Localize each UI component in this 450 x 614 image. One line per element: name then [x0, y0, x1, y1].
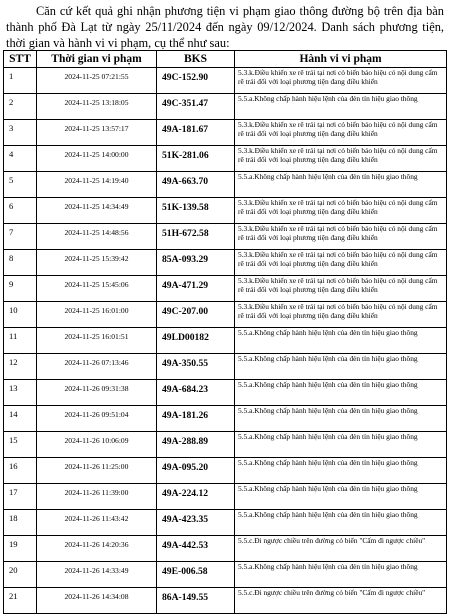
violations-table — [3, 50, 447, 614]
row-time: 2024-11-25 16:01:51 — [37, 328, 157, 354]
row-plate: 49C-152.90 — [157, 68, 235, 94]
row-time: 2024-11-25 16:01:00 — [37, 302, 157, 328]
intro-paragraph — [6, 3, 444, 51]
header-stt: STT — [4, 51, 37, 68]
row-stt: 5 — [4, 172, 37, 198]
row-violation: 5.3.k.Điều khiển xe rẽ trái tại nơi có biển báo hiệu có nội dung cấm rẽ trái đối với loại phương tiện đang điều khiển — [235, 250, 447, 276]
row-stt: 13 — [4, 380, 37, 406]
table-row — [4, 250, 447, 276]
row-violation: 5.5.a.Không chấp hành hiệu lệnh của đèn tín hiệu giao thông — [235, 94, 447, 120]
row-violation: 5.3.k.Điều khiển xe rẽ trái tại nơi có biển báo hiệu có nội dung cấm rẽ trái đối với loại phương tiện đang điều khiển — [235, 146, 447, 172]
table-body — [4, 68, 447, 614]
header-time: Thời gian vi phạm — [37, 51, 157, 68]
row-violation: 5.3.k.Điều khiển xe rẽ trái tại nơi có biển báo hiệu có nội dung cấm rẽ trái đối với loại phương tiện đang điều khiển — [235, 276, 447, 302]
table-row — [4, 120, 447, 146]
row-stt: 15 — [4, 432, 37, 458]
row-violation: 5.3.k.Điều khiển xe rẽ trái tại nơi có biển báo hiệu có nội dung cấm rẽ trái đối với loại phương tiện đang điều khiển — [235, 120, 447, 146]
row-violation: 5.5.a.Không chấp hành hiệu lệnh của đèn tín hiệu giao thông — [235, 172, 447, 198]
row-time: 2024-11-26 14:34:08 — [37, 588, 157, 614]
row-violation: 5.5.a.Không chấp hành hiệu lệnh của đèn tín hiệu giao thông — [235, 328, 447, 354]
row-stt: 11 — [4, 328, 37, 354]
row-time: 2024-11-25 15:45:06 — [37, 276, 157, 302]
row-violation: 5.5.a.Không chấp hành hiệu lệnh của đèn tín hiệu giao thông — [235, 562, 447, 588]
row-time: 2024-11-26 14:33:49 — [37, 562, 157, 588]
row-plate: 51H-672.58 — [157, 224, 235, 250]
row-plate: 49A-423.35 — [157, 510, 235, 536]
row-time: 2024-11-25 14:00:00 — [37, 146, 157, 172]
row-time: 2024-11-26 14:20:36 — [37, 536, 157, 562]
row-stt: 12 — [4, 354, 37, 380]
table-row — [4, 224, 447, 250]
table-row — [4, 198, 447, 224]
table-header-row — [4, 51, 447, 68]
table-row — [4, 562, 447, 588]
row-violation: 5.5.a.Không chấp hành hiệu lệnh của đèn tín hiệu giao thông — [235, 510, 447, 536]
row-violation: 5.3.k.Điều khiển xe rẽ trái tại nơi có biển báo hiệu có nội dung cấm rẽ trái đối với loại phương tiện đang điều khiển — [235, 198, 447, 224]
row-plate: 49A-350.55 — [157, 354, 235, 380]
row-violation: 5.3.k.Điều khiển xe rẽ trái tại nơi có biển báo hiệu có nội dung cấm rẽ trái đối với loại phương tiện đang điều khiển — [235, 302, 447, 328]
table-row — [4, 588, 447, 614]
row-plate: 86A-149.55 — [157, 588, 235, 614]
row-stt: 18 — [4, 510, 37, 536]
header-violation: Hành vi vi phạm — [235, 51, 447, 68]
row-stt: 1 — [4, 68, 37, 94]
row-plate: 85A-093.29 — [157, 250, 235, 276]
intro-text: Căn cứ kết quả ghi nhận phương tiện vi phạm giao thông đường bộ trên địa bàn thành phố Đà Lạt từ ngày 25/11/2024 đến ngày 09/12/2024. Danh sách phương tiện, thời gian và hành vi vi phạm, cụ thể như sau: — [6, 4, 444, 50]
row-time: 2024-11-26 09:31:38 — [37, 380, 157, 406]
row-plate: 49A-095.20 — [157, 458, 235, 484]
row-plate: 49A-288.89 — [157, 432, 235, 458]
row-stt: 2 — [4, 94, 37, 120]
row-plate: 51K-281.06 — [157, 146, 235, 172]
row-stt: 16 — [4, 458, 37, 484]
row-plate: 49A-684.23 — [157, 380, 235, 406]
row-violation: 5.5.a.Không chấp hành hiệu lệnh của đèn tín hiệu giao thông — [235, 458, 447, 484]
row-time: 2024-11-26 11:43:42 — [37, 510, 157, 536]
row-time: 2024-11-25 13:57:17 — [37, 120, 157, 146]
row-plate: 49LD00182 — [157, 328, 235, 354]
row-time: 2024-11-25 14:48:56 — [37, 224, 157, 250]
row-violation: 5.5.a.Không chấp hành hiệu lệnh của đèn tín hiệu giao thông — [235, 406, 447, 432]
table-row — [4, 354, 447, 380]
row-plate: 49A-442.53 — [157, 536, 235, 562]
table-row — [4, 94, 447, 120]
table-row — [4, 536, 447, 562]
row-plate: 49C-207.00 — [157, 302, 235, 328]
table-row — [4, 328, 447, 354]
row-violation: 5.3.k.Điều khiển xe rẽ trái tại nơi có biển báo hiệu có nội dung cấm rẽ trái đối với loại phương tiện đang điều khiển — [235, 68, 447, 94]
row-time: 2024-11-25 15:39:42 — [37, 250, 157, 276]
row-time: 2024-11-26 11:39:00 — [37, 484, 157, 510]
row-stt: 9 — [4, 276, 37, 302]
row-violation: 5.5.a.Không chấp hành hiệu lệnh của đèn tín hiệu giao thông — [235, 484, 447, 510]
row-violation: 5.5.c.Đi ngược chiều trên đường có biển "Cấm đi ngược chiều" — [235, 536, 447, 562]
row-plate: 49A-471.29 — [157, 276, 235, 302]
row-stt: 14 — [4, 406, 37, 432]
row-plate: 49A-224.12 — [157, 484, 235, 510]
table-row — [4, 510, 447, 536]
header-plate: BKS — [157, 51, 235, 68]
table-row — [4, 458, 447, 484]
table-row — [4, 380, 447, 406]
row-time: 2024-11-25 14:19:40 — [37, 172, 157, 198]
row-plate: 49C-351.47 — [157, 94, 235, 120]
table-row — [4, 406, 447, 432]
row-plate: 51K-139.58 — [157, 198, 235, 224]
row-plate: 49A-663.70 — [157, 172, 235, 198]
row-plate: 49A-181.67 — [157, 120, 235, 146]
row-plate: 49A-181.26 — [157, 406, 235, 432]
row-stt: 10 — [4, 302, 37, 328]
row-time: 2024-11-26 09:51:04 — [37, 406, 157, 432]
row-time: 2024-11-25 13:18:05 — [37, 94, 157, 120]
row-time: 2024-11-26 11:25:00 — [37, 458, 157, 484]
row-stt: 6 — [4, 198, 37, 224]
row-violation: 5.3.k.Điều khiển xe rẽ trái tại nơi có biển báo hiệu có nội dung cấm rẽ trái đối với loại phương tiện đang điều khiển — [235, 224, 447, 250]
row-stt: 7 — [4, 224, 37, 250]
row-violation: 5.5.a.Không chấp hành hiệu lệnh của đèn tín hiệu giao thông — [235, 432, 447, 458]
row-stt: 20 — [4, 562, 37, 588]
row-stt: 21 — [4, 588, 37, 614]
table-row — [4, 68, 447, 94]
row-stt: 17 — [4, 484, 37, 510]
row-stt: 3 — [4, 120, 37, 146]
row-violation: 5.5.a.Không chấp hành hiệu lệnh của đèn tín hiệu giao thông — [235, 354, 447, 380]
row-time: 2024-11-26 10:06:09 — [37, 432, 157, 458]
row-stt: 19 — [4, 536, 37, 562]
row-time: 2024-11-26 07:13:46 — [37, 354, 157, 380]
row-stt: 8 — [4, 250, 37, 276]
row-violation: 5.5.a.Không chấp hành hiệu lệnh của đèn tín hiệu giao thông — [235, 380, 447, 406]
row-plate: 49E-006.58 — [157, 562, 235, 588]
table-row — [4, 432, 447, 458]
row-stt: 4 — [4, 146, 37, 172]
row-time: 2024-11-25 07:21:55 — [37, 68, 157, 94]
table-row — [4, 172, 447, 198]
table-row — [4, 484, 447, 510]
table-row — [4, 302, 447, 328]
table-row — [4, 146, 447, 172]
row-time: 2024-11-25 14:34:49 — [37, 198, 157, 224]
table-row — [4, 276, 447, 302]
row-violation: 5.5.c.Đi ngược chiều trên đường có biển "Cấm đi ngược chiều" — [235, 588, 447, 614]
